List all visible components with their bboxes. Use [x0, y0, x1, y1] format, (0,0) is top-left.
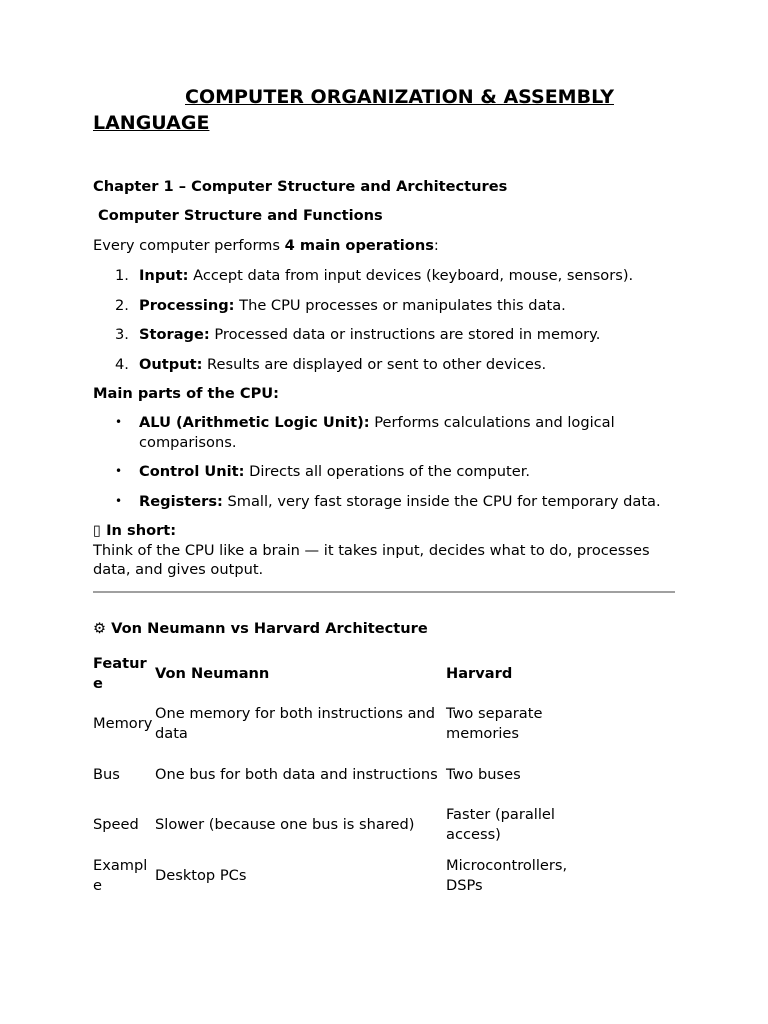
title-line-1: COMPUTER ORGANIZATION & ASSEMBLY	[185, 86, 614, 108]
comparison-table	[91, 649, 581, 902]
cpu-parts-heading: Main parts of the CPU:	[93, 385, 279, 402]
list-item: • Control Unit: Directs all operations of the computer.	[115, 463, 531, 480]
table-cell: Desktop PCs	[155, 866, 247, 884]
table-row	[91, 800, 581, 851]
list-item: 1. Input: Accept data from input devices (keyboard, mouse, sensors).	[115, 267, 634, 284]
table-cell: One bus for both data and instructions	[155, 765, 438, 783]
table-row	[91, 750, 581, 801]
table-row	[91, 699, 581, 750]
list-item: 2. Processing: The CPU processes or manipulates this data.	[115, 296, 566, 314]
list-item: 4. Output: Results are displayed or sent to other devices.	[115, 355, 547, 373]
section-subheading: Computer Structure and Functions	[98, 207, 383, 224]
table-cell: Speed	[93, 816, 139, 834]
in-short-body: Think of the CPU like a brain — it takes input, decides what to do, processes data, and gives output.	[93, 541, 650, 578]
cpu-parts-list	[93, 413, 675, 511]
architecture-heading: ⚙ Von Neumann vs Harvard Architecture	[93, 619, 428, 637]
table-row	[91, 851, 581, 902]
table-header-row	[91, 649, 581, 700]
table-cell: One memory for both instructions and data	[155, 705, 436, 743]
table-cell: Faster (parallel access)	[446, 806, 555, 844]
chapter-heading: Chapter 1 – Computer Structure and Architectures	[93, 178, 508, 195]
bullet-icon: •	[115, 415, 123, 429]
table-header-cell: Von Neumann	[155, 664, 270, 682]
table-cell: Slower (because one bus is shared)	[155, 816, 415, 834]
table-cell: Two separate memories	[446, 705, 543, 743]
intro-paragraph: Every computer performs 4 main operations:	[93, 237, 439, 254]
list-item: 3. Storage: Processed data or instructions are stored in memory.	[115, 326, 601, 343]
table-cell: Microcontrollers, DSPs	[446, 856, 568, 894]
table-cell: Example	[93, 856, 148, 894]
document-page	[93, 84, 675, 901]
bullet-icon: •	[115, 493, 123, 508]
table-cell: Bus	[93, 765, 120, 783]
operations-list	[93, 266, 675, 375]
table-header-cell: Harvard	[446, 664, 513, 682]
list-item: • ALU (Arithmetic Logic Unit): Performs calculations and logical comparisons.	[115, 414, 615, 451]
table-cell: Two buses	[446, 765, 521, 783]
list-item: • Registers: Small, very fast storage inside the CPU for temporary data.	[115, 492, 661, 510]
horizontal-divider	[93, 591, 675, 593]
title-line-2: LANGUAGE	[93, 112, 210, 134]
table-cell: Memory	[93, 715, 153, 733]
in-short-heading: ▯ In short:	[93, 522, 177, 539]
table-header-cell: Feature	[93, 654, 147, 692]
document-title	[93, 84, 675, 136]
bullet-icon: •	[115, 464, 123, 478]
